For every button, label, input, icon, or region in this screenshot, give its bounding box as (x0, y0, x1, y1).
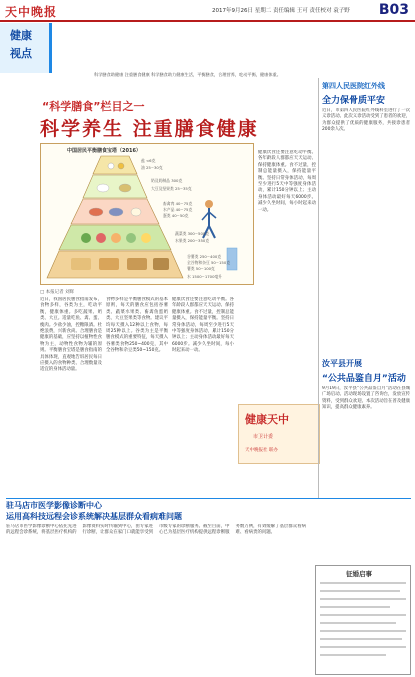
article-title: 科学养生 注重膳食健康 (40, 118, 259, 140)
photo-caption: □ 本报记者 刘辉 (40, 290, 75, 295)
article-column-2: 食物多样是平衡膳食模式的基本原则，每天的膳食应包括谷薯类、蔬菜水果类、畜禽鱼蛋奶类、大豆坚果类等食物。建议平均每天摄入12种以上食物，每周25种以上。谷类为主是平衡膳食模式的重要特征，每天摄入谷薯类食物250~400克，其中全谷物和杂豆类50~150克。 (106, 297, 168, 354)
tier-note: 油 25~30克 (141, 165, 163, 170)
tier-salt-oil (93, 156, 137, 174)
page-header (0, 0, 415, 22)
banner-partner: 天中晚报社 联办 (245, 448, 278, 453)
column-divider (318, 78, 319, 498)
banner-title: 健康天中 (245, 413, 289, 426)
article-column-3: 健康饮食还要注意吃动平衡。各年龄段人群都应天天运动、保持健康体重。食不过量，控制总能量摄入，保持能量平衡。坚持日常身体活动，每周至少进行5天中等强度身体活动，累计150分钟以上；主动身体活动最好每天6000步。减少久坐时间，每小时起来动一动。 (172, 297, 234, 354)
right-article-1-kicker: 第四人民医院红外线 (322, 82, 385, 90)
tier-note: 全谷物和杂豆 50~150克 (187, 260, 231, 265)
tier-note: 蔬菜类 300~500克 (175, 231, 210, 236)
banner-sponsor: 市卫计委 (253, 434, 274, 440)
bottom-article-title: 运用高科技远程会诊系统解决基层群众看病难问题 (6, 512, 182, 521)
right-article-1-title: 全力保骨质平安 (322, 96, 386, 106)
tier-note: 盐 <6克 (141, 158, 156, 163)
tier-note: 水果类 200~350克 (175, 238, 210, 243)
article-kicker: “科学膳食”栏目之一 (42, 100, 145, 113)
header-info: 2017年9月26日 星期二 责任编辑 王可 责任校对 袁子野 (212, 8, 350, 14)
tier-note: 谷薯类 250~400克 (187, 254, 222, 259)
newspaper-logo: 天中晚报 (5, 5, 58, 19)
tier-note: 水产品 40~75克 (163, 207, 193, 212)
bottom-article-body: 驻马店市医学影像诊断中心依托先进的远程会诊系统，将基层医疗机构的影像资料实时传输到中心，由专家进行诊断，让群众在家门口就能享受到市级专家的诊断服务。截至目前，中心已为基层医疗机构提供远程诊断服务数万例，有效缓解了基层群众看病难、看病贵的问题。 (6, 524, 306, 536)
section-line-1: 健康 (10, 29, 32, 42)
bottom-article-kicker: 驻马店市医学影像诊断中心 (6, 501, 102, 510)
right-article-1-body: 近日，市第四人民医院红外线科室进行了一次义诊活动。此次义诊活动受到了患者的欢迎，为群众提供了优质的健康服务，共接诊患者200余人次。 (322, 108, 410, 133)
ad-title: 征婚启事 (346, 570, 372, 578)
tier-note: 奶及奶制品 300克 (151, 178, 183, 183)
page-number: B03 (378, 2, 409, 18)
right-article-2-kicker: 汝平县开展 (322, 359, 362, 368)
pyramid-title: 中国居民平衡膳食宝塔（2016） (67, 148, 141, 154)
food-pyramid-figure (40, 143, 254, 285)
health-banner (238, 404, 320, 464)
article-column-1: 近日，我国居民膳食指南发布，食物多样，谷类为主，吃动平衡，健康体重。多吃蔬果、奶类、大豆。适量吃鱼、禽、蛋、瘦肉。少盐少油，控糖限酒。杜绝浪费，兴新食尚。合理膳食是健康的基础，应坚持以植物性食物为主，动物性食物为辅的原则。平衡膳食宝塔是膳食指南的具体体现，直观地告诉居民每日应摄入的食物种类、合理数量及适宜的身体活动量。 (40, 297, 102, 373)
tier-note: 大豆及坚果类 25~35克 (151, 186, 192, 191)
right-article-2-body: 9月19日，汝平县“公共品鉴自月”活动在县城广场启动。活动现场设置了咨询台，发放宣传资料，受到群众欢迎。本次活动旨在普及健康知识，提高群众健康素养。 (322, 386, 410, 411)
section-line-2: 视点 (10, 47, 32, 60)
tier-note: 薯类 50~100克 (187, 266, 215, 271)
right-article-2-title: “公共品鉴自月”活动 (322, 374, 406, 384)
section-divider (6, 498, 411, 499)
tier-note: 水 1500~1700毫升 (187, 274, 223, 279)
water-glass-icon (227, 248, 237, 270)
section-label (0, 23, 52, 73)
tier-dairy-soy (83, 175, 147, 198)
intro-text: 科学膳食助健康 注重膳食健康 科学膳食助力健康生活，平衡膳食，合理营养，吃动平衡，健康体重。 (94, 72, 281, 77)
tier-note: 畜禽肉 40~75克 (163, 201, 193, 206)
tier-note: 蛋类 40~50克 (163, 213, 189, 218)
classified-ad (315, 565, 411, 675)
article-column-4: 健康饮食还要注意吃动平衡。各年龄段人群都应天天运动、保持健康体重。食不过量，控制总能量摄入，保持能量平衡。坚持日常身体活动，每周至少进行5天中等强度身体活动，累计150分钟以上；主动身体活动最好每天6000步。减少久坐时间，每小时起来动一动。 (258, 150, 316, 213)
